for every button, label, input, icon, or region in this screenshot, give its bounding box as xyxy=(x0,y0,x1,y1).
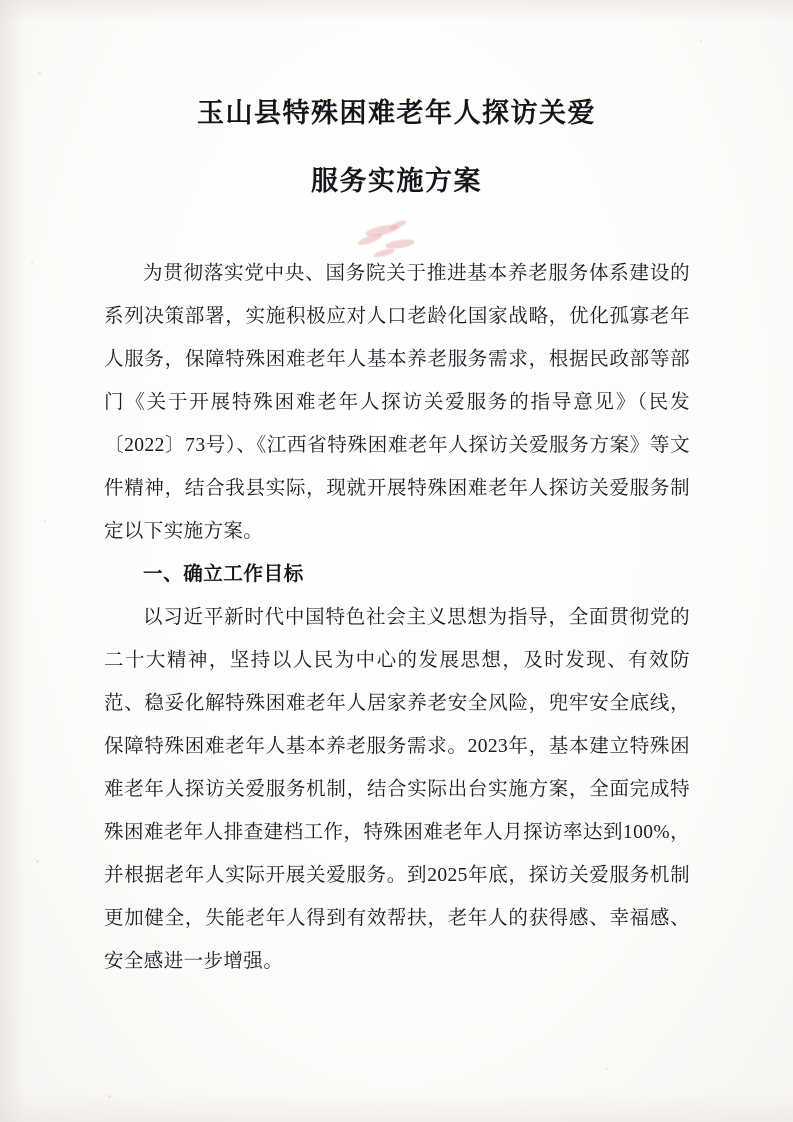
scan-speck xyxy=(108,1095,111,1098)
scan-speck xyxy=(36,860,39,863)
scan-speck xyxy=(31,262,33,264)
paragraph-work-goal: 以习近平新时代中国特色社会主义思想为指导，全面贯彻党的二十大精神，坚持以人民为中心的发展思想，及时发现、有效防范、稳妥化解特殊困难老年人居家养老安全风险，兜牢安全底线，保障特殊困难老年人基本养老服务需求。2023年，基本建立特殊困难老年人探访关爱服务机制，结合实际出台实施方案，全面完成特殊困难老年人排查建档工作，特殊困难老年人月探访率达到100%，并根据老年人实际开展关爱服务。到2025年底，探访关爱服务机制更加健全，失能老年人得到有效帮扶，老年人的获得感、幸福感、安全感进一步增强。 xyxy=(104,607,690,972)
scan-speck xyxy=(38,72,41,75)
scan-speck xyxy=(606,1068,608,1070)
document-title-line-2: 服务实施方案 xyxy=(311,166,482,196)
page-edge-shading-bottom xyxy=(0,1092,793,1122)
document-body xyxy=(104,252,690,983)
document-title-line-1: 玉山县特殊困难老年人探访关爱 xyxy=(197,98,596,128)
scan-speck xyxy=(700,40,702,42)
paragraph-preamble: 为贯彻落实党中央、国务院关于推进基本养老服务体系建设的系列决策部署，实施积极应对人口老龄化国家战略，优化孤寡老年人服务，保障特殊困难老年人基本养老服务需求，根据民政部等部门《关于开展特殊困难老年人探访关爱服务的指导意见》（民发〔2022〕73号）、《江西省特殊困难老年人探访关爱服务方案》等文件精神，结合我县实际，现就开展特殊困难老年人探访关爱服务制定以下实施方案。 xyxy=(104,263,690,542)
section-heading-1: 一、确立工作目标 xyxy=(143,563,304,585)
scan-speck xyxy=(44,520,46,522)
page-edge-shading-top xyxy=(0,0,793,22)
